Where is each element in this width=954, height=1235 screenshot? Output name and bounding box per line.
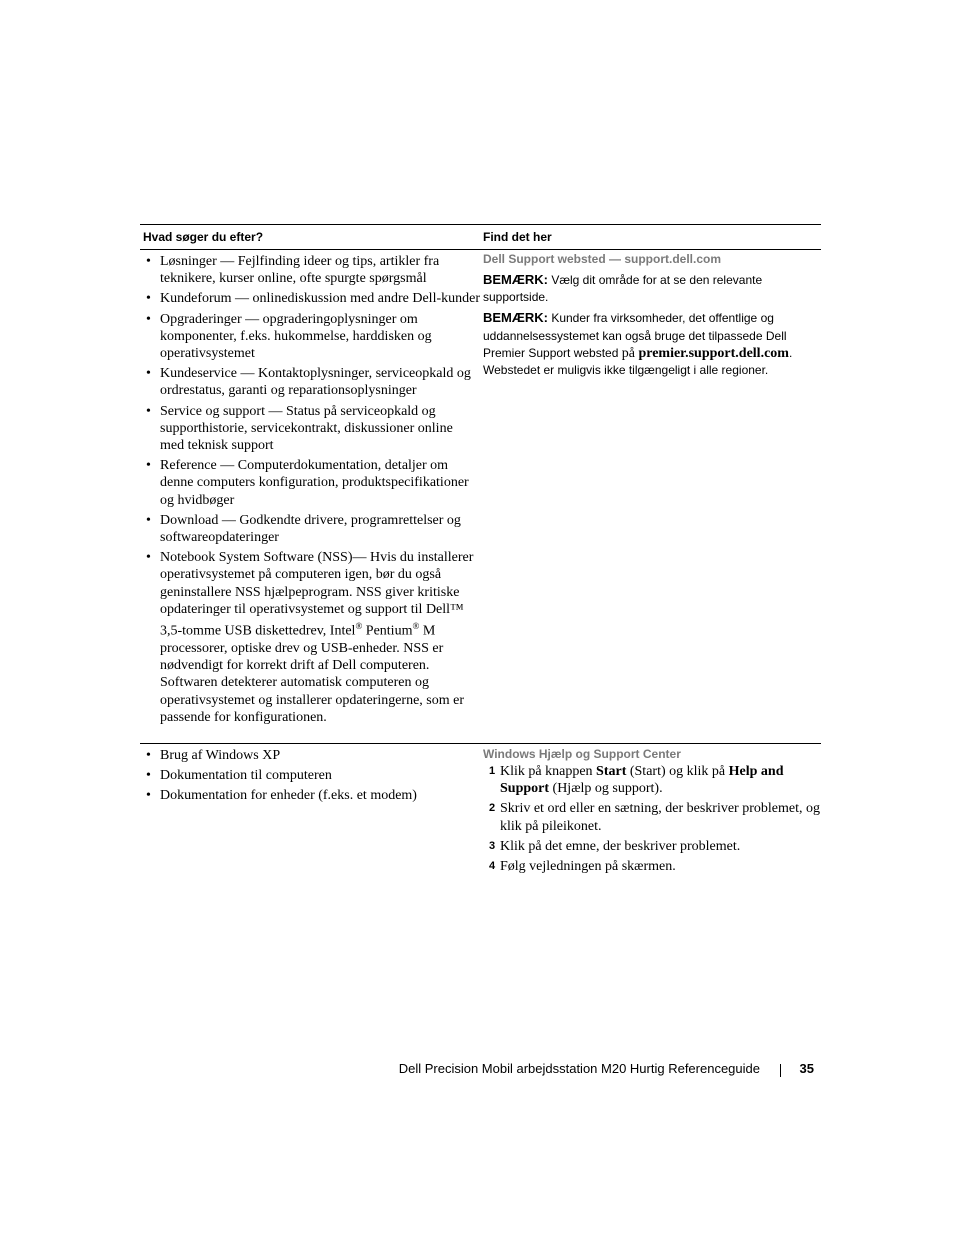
list-item: • Notebook System Software (NSS)— Hvis du installerer operativsystemet på computeren igen, bør du også geninstallere NSS hjælpeprogram. NSS giver kritiske opdateringer til operativsystemet og support til Dell™ 3,5-tomme USB diskettedrev, Intel® Pentium® M processorer, optiske drev og USB-enheder. NSS er nødvendigt for korrekt drift af Dell computeren. Softwaren detekterer automatisk computeren og operativsystemet og installerer opdateringerne, som er passende for konfigurationen. (146, 550, 474, 725)
windows-help-title: Windows Hjælp og Support Center (483, 747, 681, 761)
row1-left-cell (140, 253, 480, 729)
bullet-icon: • (146, 458, 151, 474)
table-row (140, 744, 821, 894)
footer-title: Dell Precision Mobil arbejdsstation M20 Hurtig Referenceguide (398, 1061, 760, 1076)
list-item: • Løsninger — Fejlfinding ideer og tips, artikler fra teknikere, kurser online, ofte spurgte spørgsmål (146, 254, 440, 287)
list-item: 4 Følg vejledningen på skærmen. (489, 859, 676, 875)
windows-topics-list (140, 747, 480, 805)
bullet-icon: • (146, 311, 151, 327)
header-find-here: Find det her (483, 230, 552, 244)
info-table (140, 224, 821, 894)
bullet-icon: • (146, 512, 151, 528)
list-item: • Dokumentation til computeren (146, 768, 332, 784)
table-header (140, 224, 821, 250)
list-item: • Dokumentation for enheder (f.eks. et modem) (146, 788, 417, 804)
bullet-icon: • (146, 403, 151, 419)
row2-right-cell (483, 745, 821, 878)
bullet-icon: • (146, 550, 151, 566)
header-what-looking-for: Hvad søger du efter? (143, 230, 264, 244)
bullet-icon: • (146, 748, 151, 763)
bullet-icon: • (146, 291, 151, 307)
page-number: 35 (799, 1061, 814, 1076)
table-row (140, 250, 821, 744)
list-item: • Reference — Computerdokumentation, detaljer om denne computers konfiguration, produktspecifikationer og hvidbøger (146, 458, 469, 508)
premier-support-url: premier.support.dell.com (638, 345, 789, 361)
note-label: BEMÆRK: (483, 272, 548, 287)
bullet-icon: • (146, 254, 151, 269)
bullet-icon: • (146, 366, 151, 382)
dell-support-title: Dell Support websted — support.dell.com (483, 252, 722, 266)
note-label: BEMÆRK: (483, 310, 548, 326)
footer-divider (780, 1064, 781, 1077)
row1-right-cell (483, 250, 821, 379)
list-item: • Brug af Windows XP (146, 748, 281, 763)
bullet-icon: • (146, 768, 151, 784)
page-footer (300, 1061, 814, 1081)
list-item: • Download — Godkendte drivere, programrettelser og softwareopdateringer (146, 512, 461, 546)
list-item: 3 Klik på det emne, der beskriver problemet. (489, 838, 741, 854)
support-topics-list (140, 253, 480, 726)
list-item: • Service og support — Status på serviceopkald og supporthistorie, servicekontrakt, diskussioner online med teknisk support (146, 403, 453, 454)
list-item: • Kundeservice — Kontaktoplysninger, serviceopkald og ordrestatus, garanti og reparationsoplysninger (146, 366, 471, 399)
note-region: BEMÆRK: Vælg dit område for at se den relevante supportside. (483, 272, 763, 305)
list-item: • Kundeforum — onlinediskussion med andre Dell-kunder (146, 291, 480, 307)
bullet-icon: • (146, 788, 151, 804)
help-steps-list (483, 763, 821, 875)
list-item: 1 Klik på knappen Start (Start) og klik på Help and Support (Hjælp og support). (489, 764, 784, 797)
list-item: 2 Skriv et ord eller en sætning, der beskriver problemet, og klik på pileikonet. (489, 801, 820, 834)
row2-left-cell (140, 747, 480, 808)
list-item: • Opgraderinger — opgraderingoplysninger om komponenter, f.eks. hukommelse, harddisken og operativsystemet (146, 311, 432, 362)
note-premier: BEMÆRK: Kunder fra virksomheder, det offentlige og uddannelsessystemet kan også bruge det tilpassede Dell Premier Support websted på premier.support.dell.com. Webstedet er muligvis ikke tilgængeligt i alle regioner. (483, 310, 793, 378)
